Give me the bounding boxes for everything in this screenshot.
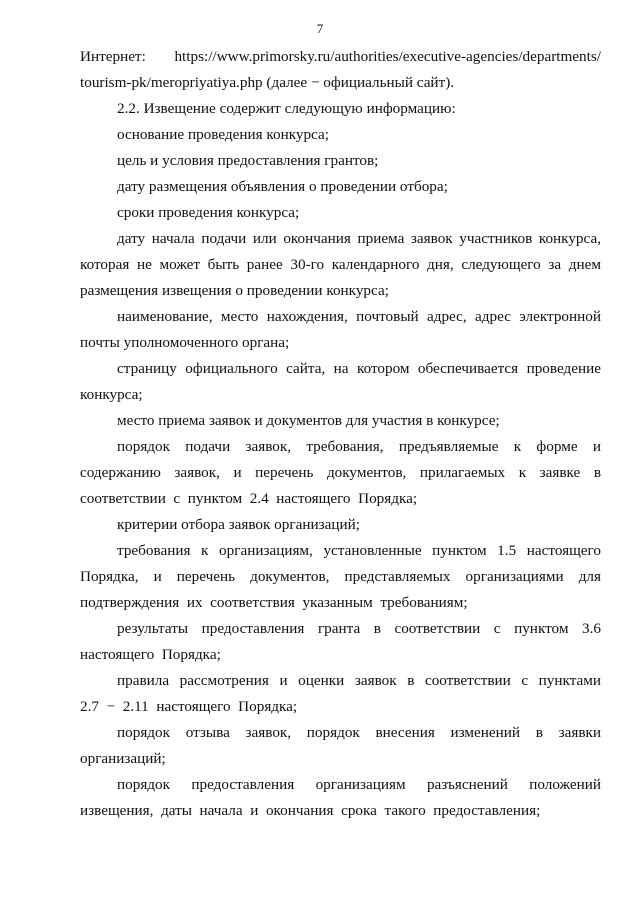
list-item-terms: сроки проведения конкурса;	[117, 204, 300, 221]
list-item-clarifications: порядок предоставления организациям разъяснений положений извещения, даты начала и окончания срока такого предоставления;	[80, 776, 601, 819]
list-item-application-dates: дату начала подачи или окончания приема заявок участников конкурса, которая не может быть ранее 30-го календарного дня, следующего за днем размещения извещения о проведении конкурса;	[80, 230, 601, 299]
list-item-grant-results: результаты предоставления гранта в соответствии с пунктом 3.6 настоящего Порядка;	[80, 620, 601, 663]
list-item-evaluation-rules: правила рассмотрения и оценки заявок в соответствии с пунктами 2.7 − 2.11 настоящего Порядка;	[80, 672, 601, 715]
internet-line	[80, 44, 601, 70]
list-item-purpose: цель и условия предоставления грантов;	[117, 152, 379, 169]
paragraph-2-2-heading: 2.2. Извещение содержит следующую информацию:	[117, 100, 456, 117]
list-item-authority-contacts: наименование, место нахождения, почтовый адрес, адрес электронной почты уполномоченного органа;	[80, 308, 601, 351]
list-item-selection-criteria: критерии отбора заявок организаций;	[117, 516, 360, 533]
list-item-submission-procedure: порядок подачи заявок, требования, предъявляемые к форме и содержанию заявок, и перечень документов, прилагаемых к заявке в соответствии с пунктом 2.4 настоящего Порядка;	[80, 438, 601, 507]
list-item-publication-date: дату размещения объявления о проведении отбора;	[117, 178, 448, 195]
internet-url-part1: https://www.primorsky.ru/authorities/executive-agencies/departments/	[174, 48, 601, 65]
internet-label: Интернет:	[80, 48, 146, 65]
internet-url-continuation: tourism-pk/meropriyatiya.php (далее − официальный сайт).	[80, 74, 455, 91]
page-number: 7	[316, 21, 324, 36]
list-item-basis: основание проведения конкурса;	[117, 126, 329, 143]
list-item-withdrawal-procedure: порядок отзыва заявок, порядок внесения изменений в заявки организаций;	[80, 724, 601, 767]
list-item-website-page: страницу официального сайта, на котором обеспечивается проведение конкурса;	[80, 360, 601, 403]
list-item-organization-requirements: требования к организациям, установленные пунктом 1.5 настоящего Порядка, и перечень документов, представляемых организациями для подтверждения их соответствия указанным требованиям;	[80, 542, 601, 611]
list-item-application-place: место приема заявок и документов для участия в конкурсе;	[117, 412, 500, 429]
document-body	[80, 44, 601, 824]
